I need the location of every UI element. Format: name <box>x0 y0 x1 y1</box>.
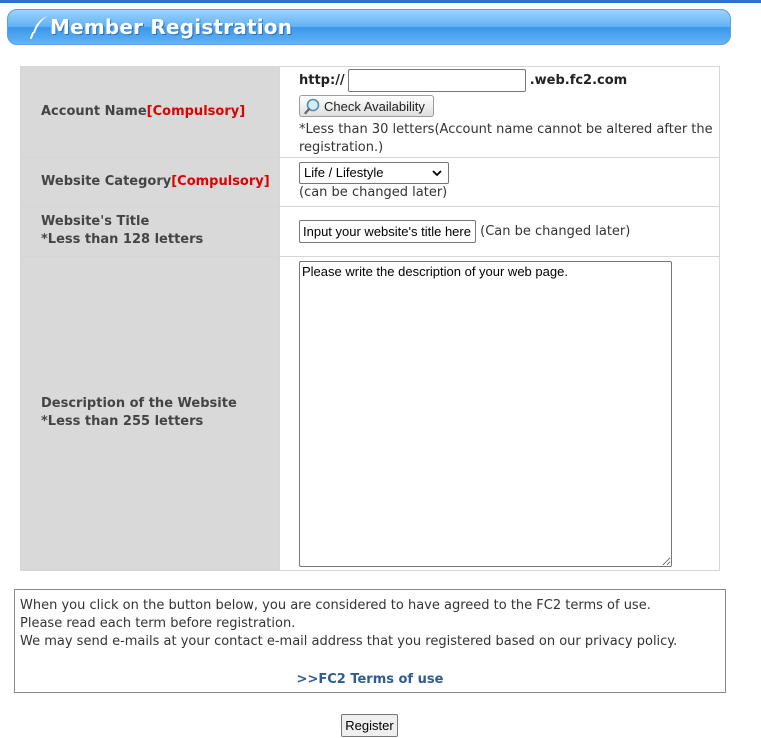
registration-form <box>20 66 720 571</box>
category-label: Website Category <box>41 173 172 189</box>
category-label-cell <box>21 157 280 206</box>
account-row <box>21 67 720 158</box>
category-field-cell <box>280 157 720 206</box>
page-header <box>7 9 731 45</box>
title-label: Website's Title <box>41 214 150 229</box>
terms-line-3: We may send e-mails at your contact e-mail address that you registered based on our privacy policy. <box>20 634 678 649</box>
url-prefix: http:// <box>299 73 345 88</box>
check-availability-label: Check Availability <box>324 98 425 114</box>
description-limit: *Less than 255 letters <box>41 414 204 429</box>
page-title: Member Registration <box>50 15 293 39</box>
account-label-cell <box>21 67 280 158</box>
account-required-mark: [Compulsory] <box>146 103 246 119</box>
account-field-cell <box>280 67 720 158</box>
title-note: (Can be changed later) <box>480 223 631 239</box>
url-suffix: .web.fc2.com <box>529 73 628 88</box>
terms-line-1: When you click on the button below, you are considered to have agreed to the FC2 terms of use. <box>20 598 651 613</box>
category-selected-value: Life / Lifestyle <box>304 164 384 180</box>
account-label: Account Name <box>41 103 147 119</box>
magnifier-icon <box>304 98 321 115</box>
account-name-input[interactable] <box>348 69 526 92</box>
category-note: (can be changed later) <box>299 184 448 200</box>
quill-pen-icon <box>28 15 50 39</box>
register-button[interactable]: Register <box>341 714 398 737</box>
description-label-cell <box>21 256 280 570</box>
terms-line-2: Please read each term before registration. <box>20 616 296 631</box>
account-note: *Less than 30 letters(Account name cannot be altered after the registration.) <box>299 121 713 155</box>
check-availability-button[interactable] <box>299 95 434 117</box>
category-row <box>21 157 720 206</box>
title-row <box>21 206 720 256</box>
website-title-input[interactable] <box>299 220 476 243</box>
category-required-mark: [Compulsory] <box>171 173 270 189</box>
title-label-cell <box>21 206 280 256</box>
chevron-down-icon <box>432 168 442 178</box>
top-accent-line <box>0 0 761 3</box>
description-label: Description of the Website <box>41 396 237 411</box>
terms-of-use-link[interactable]: >>FC2 Terms of use <box>296 672 444 687</box>
category-select[interactable] <box>299 162 449 184</box>
description-textarea[interactable] <box>299 261 672 567</box>
title-field-cell <box>280 206 720 256</box>
title-limit: *Less than 128 letters <box>41 232 204 247</box>
description-row <box>21 256 720 570</box>
description-field-cell <box>280 256 720 570</box>
terms-box <box>14 589 726 693</box>
